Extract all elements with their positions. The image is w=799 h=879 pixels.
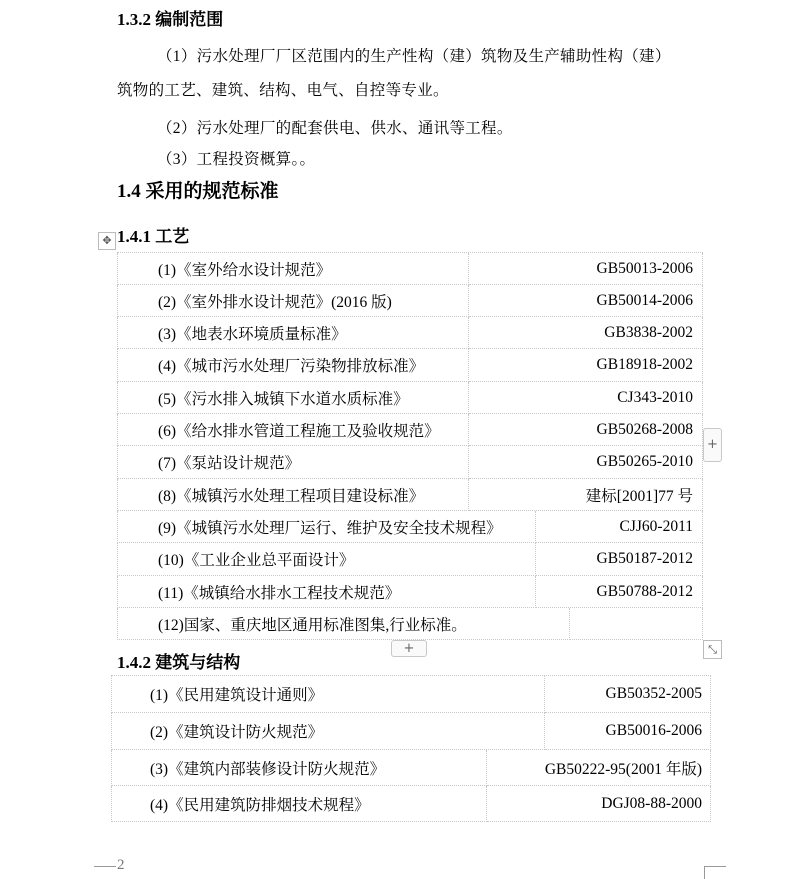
- page-corner-mark: [704, 866, 726, 867]
- standard-code-cell[interactable]: GB50268-2008: [469, 414, 703, 446]
- table-row: [117, 253, 703, 285]
- standard-code-cell[interactable]: GB50014-2006: [469, 285, 703, 317]
- table-row: [117, 349, 703, 382]
- scope-paragraph-1a: （1）污水处理厂厂区范围内的生产性构（建）筑物及生产辅助性构（建）: [157, 48, 671, 65]
- standard-code-cell[interactable]: GB18918-2002: [469, 349, 703, 382]
- scope-paragraph-2: （2）污水处理厂的配套供电、供水、通讯等工程。: [157, 120, 513, 137]
- page-number: 2: [117, 857, 125, 873]
- add-row-button[interactable]: +: [391, 640, 427, 657]
- standard-code-cell[interactable]: CJ343-2010: [469, 382, 703, 414]
- table-row: [117, 576, 703, 608]
- standard-name-cell[interactable]: (3)《地表水环境质量标准》: [117, 317, 469, 349]
- standard-name-cell[interactable]: (1)《民用建筑设计通则》: [111, 676, 545, 713]
- table-row: [117, 479, 703, 511]
- section-1-4-heading: 1.4 采用的规范标准: [117, 181, 279, 202]
- standard-code-cell[interactable]: GB50016-2006: [545, 713, 711, 750]
- standard-code-cell[interactable]: GB50788-2012: [536, 576, 703, 608]
- standard-code-cell[interactable]: GB3838-2002: [469, 317, 703, 349]
- standard-name-cell[interactable]: (4)《城市污水处理厂污染物排放标准》: [117, 349, 469, 382]
- standard-name-cell[interactable]: (8)《城镇污水处理工程项目建设标准》: [117, 479, 469, 511]
- standard-code-cell[interactable]: GB50187-2012: [536, 543, 703, 576]
- standard-name-cell[interactable]: (11)《城镇给水排水工程技术规范》: [117, 576, 536, 608]
- table-row: [117, 414, 703, 446]
- page-corner-mark: [704, 866, 705, 879]
- standards-table-process: [117, 252, 703, 640]
- table-row: [111, 713, 711, 750]
- scope-paragraph-3: （3）工程投资概算。。: [157, 151, 316, 168]
- table-row: [117, 317, 703, 349]
- standard-name-cell[interactable]: (2)《建筑设计防火规范》: [111, 713, 545, 750]
- standard-name-cell[interactable]: (5)《污水排入城镇下水道水质标准》: [117, 382, 469, 414]
- standard-name-cell[interactable]: (9)《城镇污水处理厂运行、维护及安全技术规程》: [117, 511, 536, 543]
- table-row: [117, 543, 703, 576]
- standard-name-cell[interactable]: (10)《工业企业总平面设计》: [117, 543, 536, 576]
- standard-code-cell[interactable]: [570, 608, 703, 640]
- standards-table-architecture: [111, 675, 711, 822]
- table-move-handle-icon[interactable]: ✥: [98, 232, 116, 250]
- standard-code-cell[interactable]: GB50352-2005: [545, 676, 711, 713]
- table-row: [117, 285, 703, 317]
- standard-code-cell[interactable]: DGJ08-88-2000: [487, 786, 711, 822]
- standard-code-cell[interactable]: 建标[2001]77 号: [469, 479, 703, 511]
- standard-name-cell[interactable]: (1)《室外给水设计规范》: [117, 253, 469, 285]
- table-row: [111, 786, 711, 822]
- standard-name-cell[interactable]: (3)《建筑内部装修设计防火规范》: [111, 750, 487, 786]
- section-1-4-1-heading: 1.4.1 工艺: [117, 227, 190, 246]
- page-corner-mark: [94, 866, 116, 867]
- standard-name-cell[interactable]: (12)国家、重庆地区通用标准图集,行业标准。: [117, 608, 570, 640]
- standard-code-cell[interactable]: CJJ60-2011: [536, 511, 703, 543]
- table-row: [117, 382, 703, 414]
- table-row: [117, 511, 703, 543]
- table-row: [117, 608, 703, 640]
- standard-code-cell[interactable]: GB50265-2010: [469, 446, 703, 479]
- scope-paragraph-1b: 筑物的工艺、建筑、结构、电气、自控等专业。: [117, 82, 449, 99]
- standard-name-cell[interactable]: (4)《民用建筑防排烟技术规程》: [111, 786, 487, 822]
- table-row: [111, 750, 711, 786]
- standard-name-cell[interactable]: (2)《室外排水设计规范》(2016 版): [117, 285, 469, 317]
- standard-code-cell[interactable]: GB50222-95(2001 年版): [487, 750, 711, 786]
- table-row: [111, 676, 711, 713]
- table-resize-handle-icon[interactable]: ⤡: [703, 640, 722, 659]
- section-1-4-2-heading: 1.4.2 建筑与结构: [117, 653, 241, 672]
- standard-name-cell[interactable]: (6)《给水排水管道工程施工及验收规范》: [117, 414, 469, 446]
- section-1-3-2-heading: 1.3.2 编制范围: [117, 10, 224, 29]
- table-row: [117, 446, 703, 479]
- standard-name-cell[interactable]: (7)《泵站设计规范》: [117, 446, 469, 479]
- add-column-button[interactable]: +: [703, 428, 722, 462]
- standard-code-cell[interactable]: GB50013-2006: [469, 253, 703, 285]
